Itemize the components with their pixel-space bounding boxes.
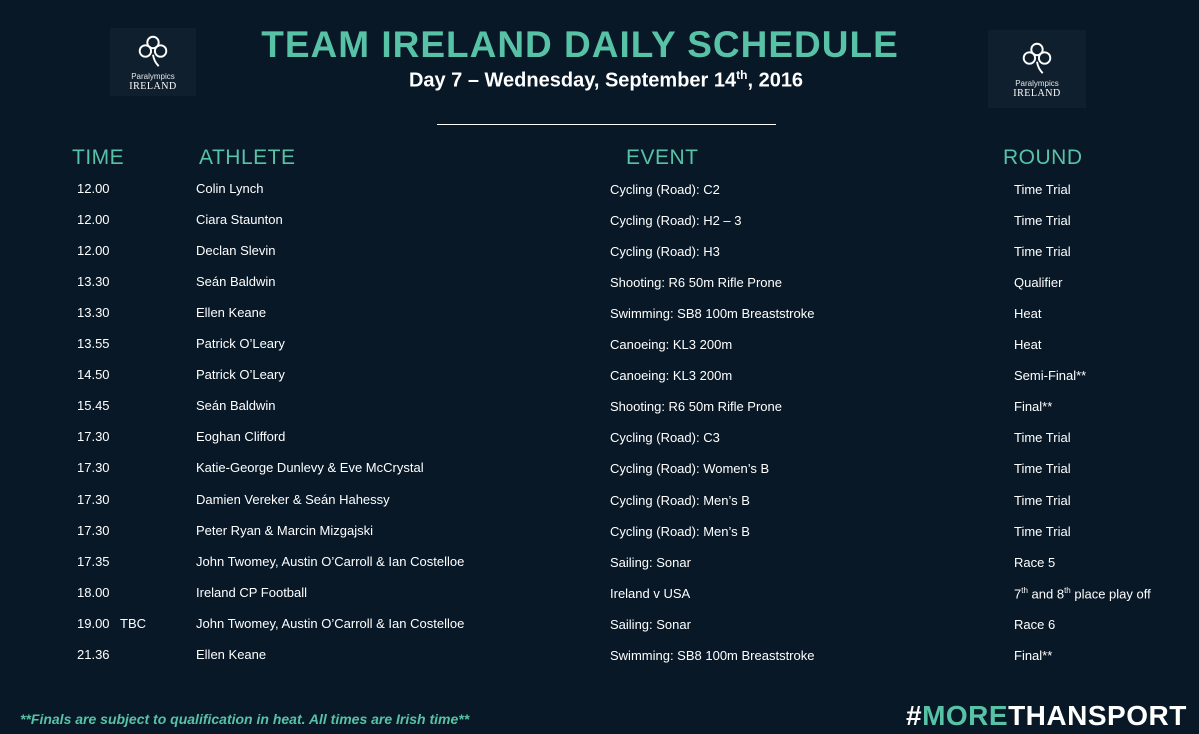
column-header-round: ROUND: [1003, 146, 1083, 169]
table-row: [0, 367, 1199, 391]
logo-line2: IRELAND: [129, 81, 177, 92]
row-athlete: Ellen Keane: [196, 305, 267, 321]
table-row: [0, 181, 1199, 205]
row-round: Time Trial: [1014, 430, 1071, 446]
row-time: 12.00: [77, 181, 110, 196]
row-time: 12.00: [77, 243, 110, 259]
row-round: Heat: [1014, 306, 1042, 322]
table-row: [0, 492, 1199, 516]
row-athlete: John Twomey, Austin O’Carroll & Ian Costelloe: [196, 615, 465, 631]
row-round-part: 7: [1014, 585, 1022, 601]
row-event: Cycling (Road): C3: [610, 430, 720, 446]
row-event: Sailing: Sonar: [610, 616, 691, 632]
row-time: 17.30: [77, 522, 110, 538]
row-event: Canoeing: KL3 200m: [610, 337, 733, 353]
row-time: 13.55: [77, 336, 110, 352]
table-row: [0, 305, 1199, 329]
row-round: Time Trial: [1014, 492, 1071, 508]
row-event: Shooting: R6 50m Rifle Prone: [610, 275, 782, 291]
row-round: Race 6: [1014, 616, 1056, 632]
row-event: Swimming: SB8 100m Breaststroke: [610, 647, 815, 663]
row-round: Time Trial: [1014, 213, 1071, 229]
row-time: 17.30: [77, 491, 110, 507]
hashtag-than: THANSPORT: [1008, 700, 1187, 731]
row-event: Sailing: Sonar: [610, 554, 691, 570]
hashtag: [906, 700, 1187, 732]
table-row: [0, 336, 1199, 360]
column-header-athlete: ATHLETE: [199, 146, 296, 169]
logo-line2: IRELAND: [1013, 88, 1061, 99]
row-round: Time Trial: [1014, 461, 1071, 477]
row-round: Qualifier: [1014, 275, 1063, 291]
row-athlete: Katie-George Dunlevy & Eve McCrystal: [196, 460, 424, 476]
row-athlete: Peter Ryan & Marcin Mizgajski: [196, 522, 373, 538]
row-round: Final**: [1014, 399, 1053, 415]
row-time: 15.45: [77, 398, 110, 414]
row-event: Ireland v USA: [610, 585, 691, 601]
row-athlete: Ireland CP Football: [196, 584, 308, 600]
row-round: Time Trial: [1014, 523, 1071, 539]
row-time: 17.30: [77, 429, 110, 445]
column-header-event: EVENT: [626, 146, 699, 169]
page-title: TEAM IRELAND DAILY SCHEDULE: [261, 24, 899, 65]
row-event: Cycling (Road): Men’s B: [610, 492, 750, 508]
table-row: [0, 274, 1199, 298]
row-round: Final**: [1014, 647, 1053, 663]
row-round: [1014, 586, 1151, 601]
row-round: Time Trial: [1014, 244, 1071, 260]
footnote: **Finals are subject to qualification in heat. All times are Irish time**: [20, 711, 470, 727]
row-round: Race 5: [1014, 554, 1056, 570]
row-time: 19.00: [77, 615, 110, 631]
logo-line1: Paralympics: [131, 72, 175, 81]
logo-line1: Paralympics: [1015, 79, 1059, 88]
row-round: Heat: [1014, 337, 1042, 353]
table-row: [0, 585, 1199, 609]
page-subtitle: [0, 68, 1199, 93]
row-athlete: Patrick O’Leary: [196, 367, 285, 383]
row-round-part: place play off: [1070, 585, 1151, 601]
table-row: [0, 554, 1199, 578]
row-athlete: Patrick O’Leary: [196, 336, 285, 352]
row-athlete: Seán Baldwin: [196, 398, 276, 414]
table-row: [0, 616, 1199, 640]
hashtag-more: MORE: [922, 700, 1009, 731]
row-event: Canoeing: KL3 200m: [610, 368, 733, 384]
table-row: [0, 429, 1199, 453]
row-time: 14.50: [77, 367, 110, 383]
table-row: [0, 647, 1199, 671]
row-time: 18.00: [77, 584, 110, 600]
row-athlete: John Twomey, Austin O’Carroll & Ian Costelloe: [196, 553, 465, 569]
row-event: Swimming: SB8 100m Breaststroke: [610, 306, 815, 322]
subtitle-pre: Day 7 – Wednesday, September 14: [408, 69, 737, 92]
row-time: 17.30: [77, 460, 110, 476]
row-athlete: Declan Slevin: [196, 243, 276, 259]
row-athlete: Ciara Staunton: [196, 212, 283, 228]
row-round-part: and 8: [1027, 585, 1065, 601]
row-round-part: th: [1064, 585, 1071, 595]
table-row: [0, 243, 1199, 267]
row-event: Cycling (Road): Men’s B: [610, 523, 750, 539]
row-time: 13.30: [77, 274, 110, 290]
column-header-time: TIME: [72, 146, 125, 169]
row-athlete: Colin Lynch: [196, 181, 264, 196]
row-event: Shooting: R6 50m Rifle Prone: [610, 399, 782, 415]
row-tbc: TBC: [120, 615, 146, 631]
row-athlete: Eoghan Clifford: [196, 429, 286, 445]
table-row: [0, 523, 1199, 547]
row-time: 12.00: [77, 212, 110, 228]
row-event: Cycling (Road): H3: [610, 244, 720, 260]
table-row: [0, 398, 1199, 422]
row-athlete: Ellen Keane: [196, 646, 267, 662]
subtitle-sup: th: [736, 68, 748, 82]
hashtag-hash: #: [906, 700, 923, 731]
table-row: [0, 212, 1199, 236]
table-row: [0, 460, 1199, 484]
row-time: 21.36: [77, 646, 110, 662]
row-round: Time Trial: [1014, 182, 1071, 197]
row-event: Cycling (Road): H2 – 3: [610, 213, 742, 229]
row-time: 17.35: [77, 553, 110, 569]
row-time: 13.30: [77, 305, 110, 321]
row-athlete: Damien Vereker & Seán Hahessy: [196, 491, 390, 507]
row-event: Cycling (Road): C2: [610, 182, 720, 197]
row-event: Cycling (Road): Women’s B: [610, 461, 770, 477]
row-round: Semi-Final**: [1014, 368, 1087, 384]
title-divider: [437, 124, 776, 125]
subtitle-post: , 2016: [747, 69, 804, 92]
row-athlete: Seán Baldwin: [196, 274, 276, 290]
row-round-part: th: [1021, 585, 1028, 595]
